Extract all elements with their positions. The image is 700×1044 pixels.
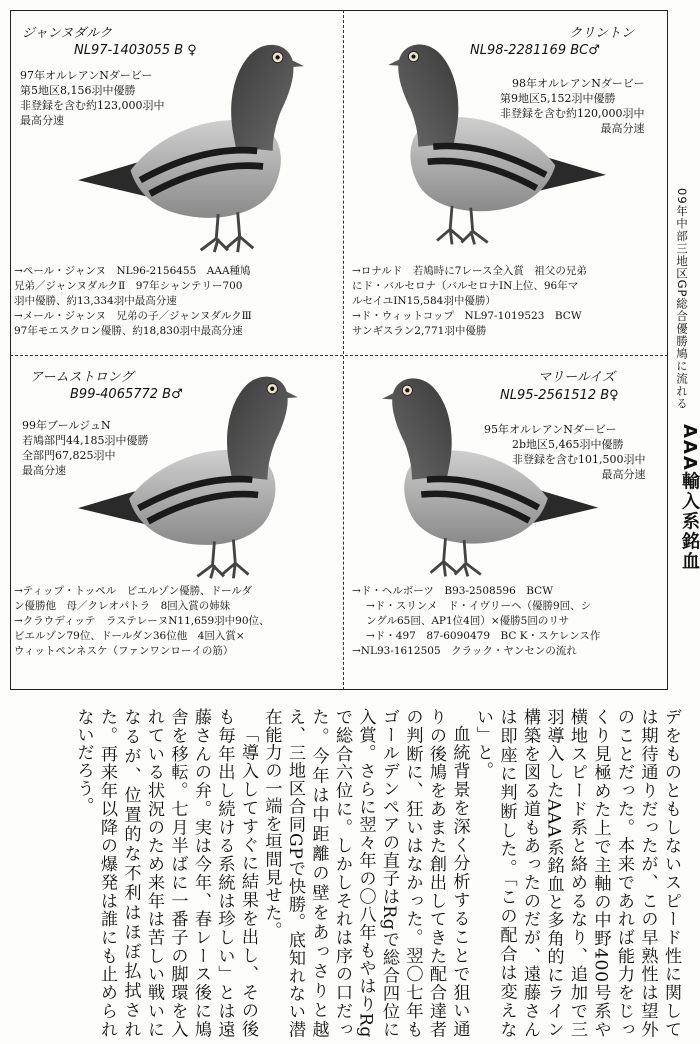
pigeon-photo xyxy=(384,34,614,250)
pigeon-photo xyxy=(66,366,306,584)
pedigree-notes: →ロナルド 若鳩時に7レース全入賞 祖父の兄弟 にド・バルセロナ（バルセロナIN上位、96年マ ルセイユIN15,584羽中優勝） →ド・ウィットコップ NL97-1019523 BCW サンギスラン2,771羽中優勝 xyxy=(352,265,587,337)
ring-number: NL97-1403055 B ♀ xyxy=(74,43,197,58)
side-title: AAA輸入系銘血 xyxy=(679,424,700,572)
race-info: 95年オルレアンNダービー 2b地区5,465羽中優勝 非登録を含む101,500羽中 最高分速 xyxy=(484,423,646,481)
bird-name: マリールイズ xyxy=(538,370,615,385)
article-paragraph: 血統背景を深く分析することで狙い通りの後鳩をあまた創出してきた配合達者の判断に、狂いはなかった。翌〇七年もゴールデンペアの直子はRgで総合四位に入賞。さらに翌々年の〇八年もやはりRgで総合六位に。しかしそれは序の口だった。今年は中距離の壁をあっさりと越え、三地区合同GPで快勝。底知れない潜在能力の一端を垣間見せた。 xyxy=(261,708,470,1038)
race-info: 97年オルレアンNダービー 第5地区8,156羽中優勝 非登録を含む約123,000羽中 最高分速 xyxy=(20,69,165,127)
bird-name: ジャンヌダルク xyxy=(22,26,112,41)
bird-name: アームストロング xyxy=(30,370,134,385)
side-caption: 09年中部三地区GP総合優勝鳩に流れる xyxy=(675,188,689,410)
ring-number: NL98-2281169 BC♂ xyxy=(470,43,600,58)
article-paragraph: デをものともしないスピード性に関しては期待通りだったが、この早熟性は望外のことだった。本来であれば能力をじっくり見極めた上で主軸の中野400号系や横地スピード系と絡めるなり、追加で三羽導入したAAA系銘血と多角的にライン構築を図る道もあったのだが、遠藤さんは即座に判断した。「この配合は変えない」と。 xyxy=(473,708,681,1038)
pedigree-notes: →ティップ・トッペル ビエルゾン優勝、ドールダ ン優勝他 母／クレオパトラ 8回入賞の姉妹 →クラウディッテ ラステレーヌN11,659羽中90位、 ビエルゾン79位、ドールダン36位他 4回入賞× ウィットペンネスケ（ファンワンローイの筋） xyxy=(14,585,270,657)
horizontal-divider xyxy=(10,355,668,356)
race-info: 98年オルレアンNダービー 第9地区5,152羽中優勝 非登録を含む約120,000羽中 最高分速 xyxy=(500,77,645,135)
bird-name: クリントン xyxy=(568,26,634,41)
pigeon-photo xyxy=(376,368,608,582)
race-info: 99年ブールジュN 若鳩部門44,185羽中優勝 全部門67,825羽中 最高分速 xyxy=(22,419,149,477)
ring-number: NL95-2561512 B♀ xyxy=(500,388,619,403)
article-body xyxy=(4,708,682,1038)
pedigree-notes: →ペール・ジャンヌ NL96-2156455 AAA種鳩 兄弟／ジャンヌダルクⅡ 97年シャンテリー700 羽中優勝、約13,334羽中最高分速 →メール・ジャンヌ 兄弟の子／ジャンヌダルクⅢ 97年モエスクロン優勝、約18,830羽中最高分速 xyxy=(14,265,252,337)
pigeon-photo xyxy=(70,34,308,258)
vertical-divider xyxy=(343,10,344,690)
article-paragraph: 「導入してすぐに結果を出し、その後も毎年出し続ける系統は珍しい」とは遠藤さんの弁。実は今年、春レース後に鳩舎を移転。七月半ばに一番子の脚環を入れている状況のため来年は苦しい戦いになるが、位置的な不利はほぼ払拭された。再来年以降の爆発は誰にも止められないだろう。 xyxy=(73,708,258,1038)
ring-number: B99-4065772 B♂ xyxy=(70,387,183,402)
pedigree-notes: →ド・ヘルボーツ B93-2508596 BCW →ド・スリンメ ド・イヴリーヘ（優勝9回、シ ングル65回、AP1位4回）×優勝5回のリサ →ド・497 87-6090479 BC K・スケレンス作 →NL93-1612505 クラック・ヤンセンの流れ xyxy=(352,585,601,657)
